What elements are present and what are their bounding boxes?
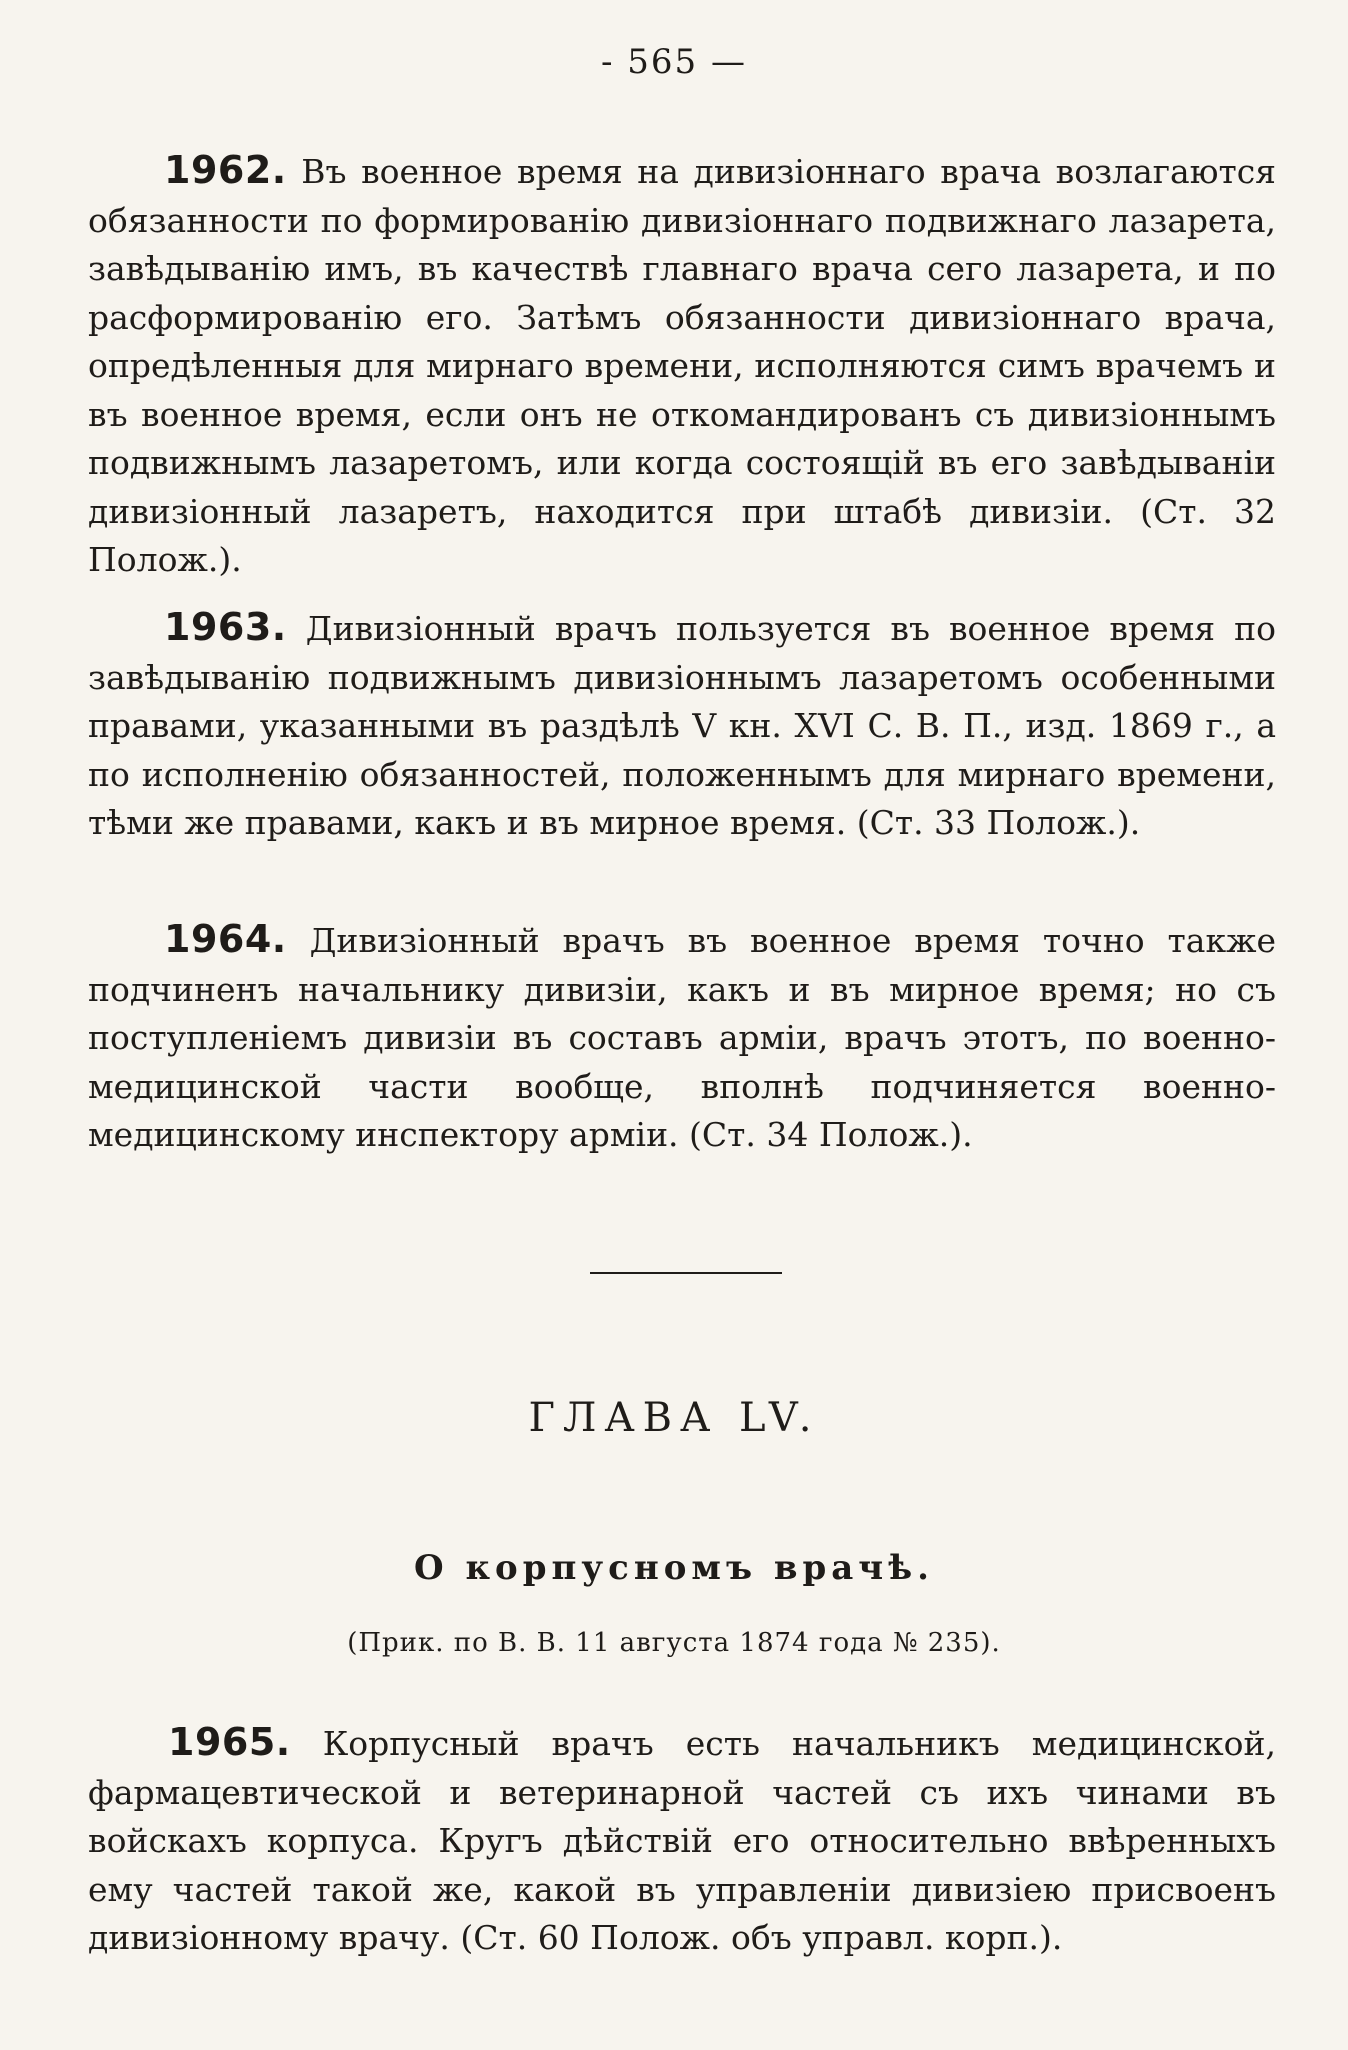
article-number: 1962. xyxy=(164,148,287,192)
article-1965 xyxy=(88,1718,1276,1963)
article-text: Дивизiонный врачъ въ военное время точно также подчиненъ начальнику дивизiи, какъ и въ мирное время; но съ поступленiемъ дивизiи въ составъ армiи, врачъ этотъ, по военно-медицинской части вообще, вполнѣ подчиняется военно-медицинскому инспектору армiи. (Ст. 34 Полож.). xyxy=(88,921,1276,1154)
chapter-heading: ГЛАВА LV. xyxy=(528,1395,820,1441)
article-number: 1963. xyxy=(164,605,287,649)
article-number: 1964. xyxy=(164,917,287,961)
article-1962 xyxy=(88,146,1276,585)
chapter-source-citation: (Прик. по В. В. 11 августа 1874 года № 235). xyxy=(347,1628,1001,1658)
article-1964 xyxy=(88,915,1276,1160)
article-1963 xyxy=(88,603,1276,848)
article-text: Корпусный врачъ есть начальникъ медицинской, фармацевтической и ветеринарной частей съ ихъ чинами въ войскахъ корпуса. Кругъ дѣйствiй его относительно ввѣренныхъ ему частей такой же, какой въ управленiи дивизiею присвоенъ дивизiонному врачу. (Ст. 60 Полож. объ управл. корп.). xyxy=(88,1724,1276,1957)
article-text: Дивизiонный врачъ пользуется въ военное время по завѣдыванiю подвижнымъ дивизiоннымъ лазаретомъ особенными правами, указанными въ раздѣлѣ V кн. XVI С. В. П., изд. 1869 г., а по исполненiю обязанностей, положеннымъ для мирнаго времени, тѣми же правами, какъ и въ мирное время. (Ст. 33 Полож.). xyxy=(88,609,1276,842)
article-text: Въ военное время на дивизiоннаго врача возлагаются обязанности по формированiю дивизiоннаго подвижнаго лазарета, завѣдыванiю имъ, въ качествѣ главнаго врача сего лазарета, и по расформированiю его. Затѣмъ обязанности дивизiоннаго врача, опредѣленныя для мирнаго времени, исполняются симъ врачемъ и въ военное время, если онъ не откомандированъ съ дивизiоннымъ подвижнымъ лазаретомъ, или когда состоящiй въ его завѣдываніи дивизiонный лазаретъ, находится при штабѣ дивизiи. (Ст. 32 Полож.). xyxy=(88,152,1277,579)
article-number: 1965. xyxy=(168,1720,291,1764)
page-number: - 565 — xyxy=(601,42,747,82)
section-divider xyxy=(590,1272,782,1274)
chapter-title: О корпусномъ врачѣ. xyxy=(414,1548,934,1588)
